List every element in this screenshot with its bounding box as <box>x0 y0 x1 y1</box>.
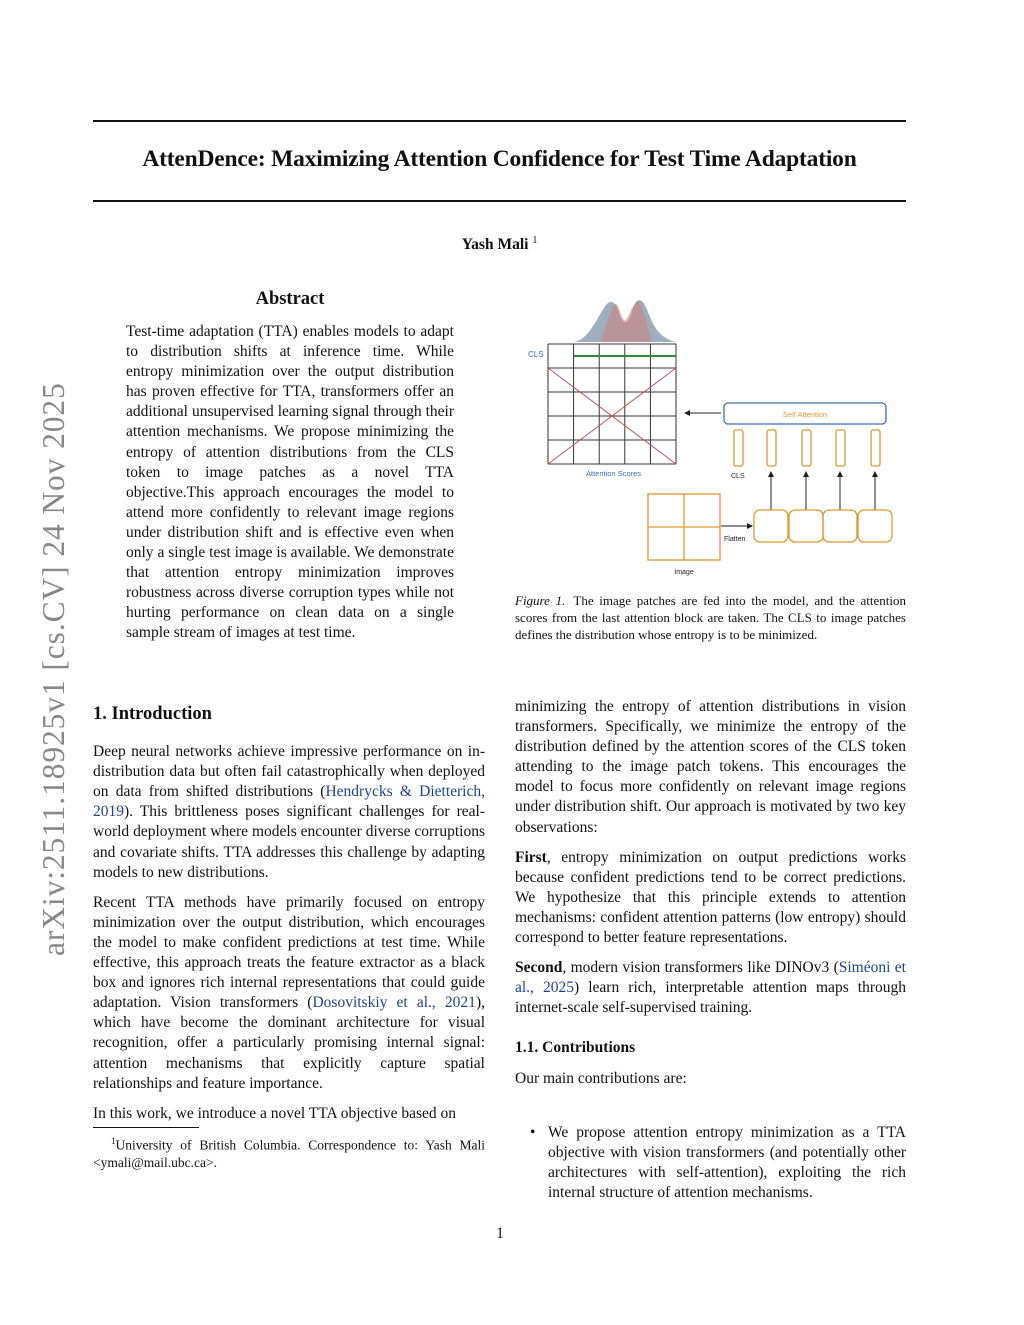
page-number: 1 <box>496 1225 504 1242</box>
author-line <box>93 235 906 254</box>
author-affiliation-mark: 1 <box>532 235 538 246</box>
bullet-dot: • <box>530 1124 536 1141</box>
abstract-heading: Abstract <box>255 289 325 309</box>
right-p3-text-b: ) learn rich, interpretable attention maps through internet-scale self-supervised training. <box>515 979 907 1017</box>
footnote-rule <box>93 1127 199 1128</box>
contributions-intro: Our main contributions are: <box>515 1069 687 1087</box>
right-p3-text-a: , modern vision transformers like DINOv3 ( <box>562 959 839 977</box>
citation-simeoni[interactable]: Siméoni et al., 2025 <box>515 959 906 997</box>
contributions-heading: 1.1. Contributions <box>515 1039 636 1057</box>
token-arrows <box>771 476 875 510</box>
intro-p2-text-a: Recent TTA methods have primarily focused on entropy minimization over the output distribution, which encourages the model to make confident predictions at test time. While effective, this approach treats the feature extractor as a black box and ignores rich internal representations that could guide adaptation. Vision transformers ( <box>93 893 485 1012</box>
flatten-label: Flatten <box>724 536 746 543</box>
introduction-heading: 1. Introduction <box>93 704 212 724</box>
intro-paragraph-1 <box>93 742 485 883</box>
paper-title: AttenDence: Maximizing Attention Confidence for Test Time Adaptation <box>142 146 857 172</box>
image-label: Image <box>674 569 694 576</box>
figure-1-caption <box>515 592 906 643</box>
second-label: Second <box>515 959 563 977</box>
first-label: First <box>515 848 547 866</box>
author-name: Yash Mali <box>461 236 529 254</box>
cls-token-label: CLS <box>731 473 745 480</box>
input-image <box>648 494 720 560</box>
intro-paragraph-3: In this work, we introduce a novel TTA objective based on <box>93 1104 457 1122</box>
cls-top-label: CLS <box>528 350 544 359</box>
figure-1-diagram <box>516 290 906 582</box>
footnote-text: University of British Columbia. Correspondence to: Yash Mali <ymali@mail.ubc.ca>. <box>93 1137 485 1170</box>
arxiv-identifier[interactable]: arXiv:2511.18925v1 [cs.CV] 24 Nov 2025 <box>36 382 71 956</box>
abstract-text: Test-time adaptation (TTA) enables models to adapt to distribution shifts at inference time. While entropy minimization over the output distribution has proven effective for TTA, transformers offer an additional unsupervised learning signal through their attention mechanisms. We propose minimizing the entropy of attention distributions from the CLS token to image patches as a novel TTA objective.This approach encourages the model to attend more confidently to relevant image regions under distribution shift and is effective even when only a single test image is available. We demonstrate that attention entropy minimization improves robustness across diverse corruption types while not hurting performance on clean data on a single sample stream of images at test time. <box>126 323 454 642</box>
attention-scores-label: Attention Scores <box>586 469 642 478</box>
token-arrow-heads <box>768 471 878 477</box>
figure-1-label: Figure 1. <box>515 593 566 608</box>
citation-hendrycks[interactable]: Hendrycks & Dietterich, 2019 <box>93 783 485 821</box>
token-bars <box>734 430 880 466</box>
footnote <box>93 1133 485 1171</box>
footnote-mark: 1 <box>111 1136 116 1146</box>
self-attention-label: Self Attention <box>782 410 828 419</box>
right-column <box>515 697 906 1099</box>
citation-dosovitskiy[interactable]: Dosovitskiy et al., 2021 <box>312 994 476 1012</box>
top-rule <box>93 120 906 122</box>
right-paragraph-2 <box>515 848 906 948</box>
right-paragraph-1: minimizing the entropy of attention distributions in vision transformers. Specifically, we minimize the entropy of the distribution defined by the attention scores of the CLS token attending to the image patch tokens. This encourages the model to focus more confidently on relevant image regions under distribution shift. Our approach is motivated by two key observations: <box>515 698 906 836</box>
intro-p1-text-a: Deep neural networks achieve impressive performance on in-distribution data but often fail catastrophically when deployed on data from shifted distributions ( <box>93 743 485 801</box>
bullet-text: We propose attention entropy minimization as a TTA objective with vision transformers (and potentially other architectures with self-attention), exploiting the rich internal structure of attention mechanisms. <box>548 1124 906 1202</box>
flatten-arrow-head <box>747 523 753 529</box>
right-paragraph-3 <box>515 958 906 1018</box>
figure-1-caption-text: The image patches are fed into the model, and the attention scores from the last attention block are taken. The CLS to image patches defines the distribution whose entropy is to be minimized. <box>515 593 906 642</box>
patch-boxes <box>754 510 892 542</box>
right-p2-text: , entropy minimization on output predictions works because confident predictions tend to be correct predictions. We hypothesize that this principle extends to attention mechanisms: confident attention patterns (low entropy) should correspond to better feature representations. <box>515 848 906 947</box>
intro-paragraph-2 <box>93 893 485 1094</box>
attention-score-grid <box>548 344 676 464</box>
attention-arrow-head <box>684 410 690 416</box>
intro-p1-text-b: ). This brittleness poses significant challenges for real-world deployment where models encounter diverse corruptions and covariate shifts. TTA addresses this challenge by adapting models to new distributions. <box>93 803 485 881</box>
intro-p2-text-b: ), which have become the dominant architecture for visual recognition, offer a particularly promising internal signal: attention mechanisms that explicitly capture spatial relationships and feature importance. <box>93 994 485 1092</box>
title-bottom-rule <box>93 200 906 202</box>
left-column <box>93 704 485 1134</box>
